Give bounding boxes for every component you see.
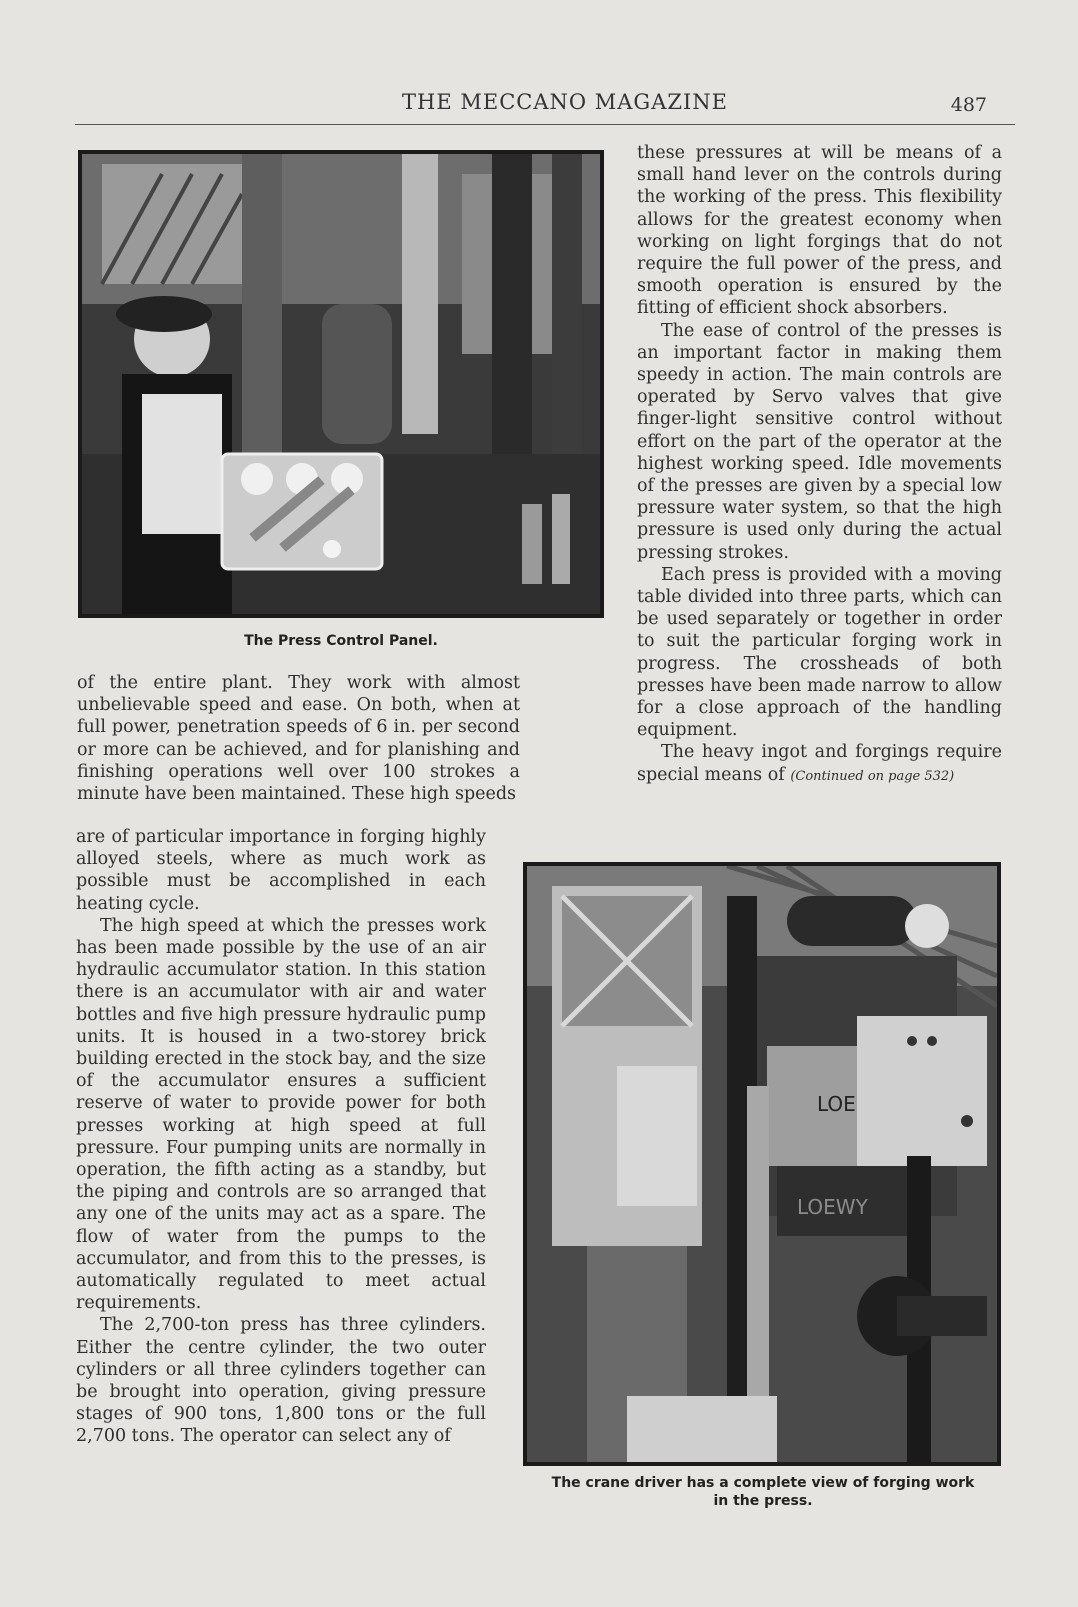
page-header [75, 86, 1015, 126]
paragraph: The high speed at which the presses work has been made possible by the use of an air hydraulic accumulator station. In this station there is an accumulator with air and water bottles and five high pressure hydraulic pump units. It is housed in a two-storey brick building erected in the stock bay, and the size of the accumulator ensures a sufficient reserve of water to provide power for both presses working at high speed at full pressure. Four pumping units are normally in operation, the fifth acting as a standby, but the piping and controls are so arranged that any one of the units may act as a spare. The flow of water from the pumps to the accumulator, and from this to the presses, is automatically regulated to meet actual requirements. [76, 915, 486, 1314]
paragraph [637, 741, 1002, 787]
paragraph: The ease of control of the presses is an important factor in making them speedy in action. The main controls are operated by Servo valves that give finger-light sensitive control without effort on the part of the operator at the highest working speed. Idle movements of the presses are given by a special low pressure water system, so that the high pressure is used only during the actual pressing strokes. [637, 320, 1002, 563]
caption-line: The crane driver has a complete view of forging work [551, 1475, 975, 1491]
left-column-middle [77, 672, 520, 805]
continued-note: (Continued on page 532) [790, 768, 955, 784]
paragraph: The 2,700-ton press has three cylinders. Either the centre cylinder, the two outer cylinders or all three cylinders together can be brought into operation, giving pressure stages of 900 tons, 1,800 tons or the full 2,700 tons. The operator can select any of [76, 1315, 486, 1447]
right-column-top [637, 142, 1002, 788]
paragraph: are of particular importance in forging highly alloyed steels, where as much work as possible must be accomplished in each heating cycle. [76, 827, 486, 914]
press-label-upper: LOE [817, 1092, 856, 1116]
press-control-panel-photo [78, 150, 604, 618]
header-rule [75, 124, 1015, 125]
left-column-lower [76, 826, 486, 1448]
magazine-title: THE MECCANO MAGAZINE [402, 90, 728, 114]
paragraph: Each press is provided with a moving table divided into three parts, which can be used separately or together in order to suit the particular forging work in progress. The crossheads of both presses have been made narrow to allow for a close approach of the handling equipment. [637, 564, 1002, 741]
forging-press-photo [523, 862, 1001, 1466]
bottom-figure-caption [513, 1474, 1013, 1510]
paragraph: of the entire plant. They work with almost unbelievable speed and ease. On both, when at full power, penetration speeds of 6 in. per second or more can be achieved, and for planishing and finishing operations well over 100 strokes a minute have been maintained. These high speeds [77, 673, 520, 805]
press-label-lower: LOEWY [797, 1195, 868, 1219]
page-number: 487 [950, 94, 987, 116]
top-figure-caption: The Press Control Panel. [244, 633, 438, 649]
paragraph: these pressures at will be means of a small hand lever on the controls during the working of the press. This flexibility allows for the greatest economy when working on light forgings that do not require the full power of the press, and smooth operation is ensured by the fitting of efficient shock absorbers. [637, 143, 1002, 319]
paragraph-text: The heavy ingot and forgings require special means of [637, 742, 1002, 785]
caption-line: in the press. [713, 1493, 813, 1509]
